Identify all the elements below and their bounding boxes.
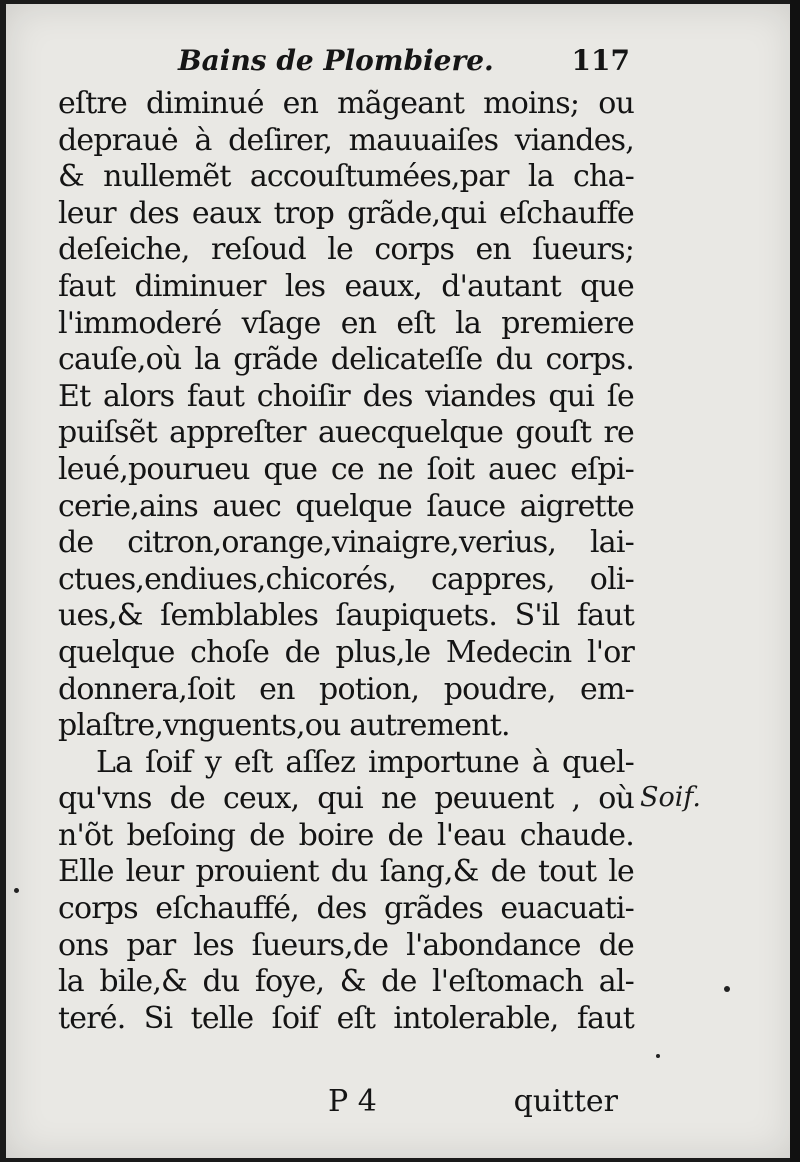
text-line: qu'vns de ceux, qui ne peuuent , où bbox=[58, 781, 634, 817]
text-line: cauſe,où la grãde delicateſſe du corps. bbox=[58, 342, 634, 378]
page-footer bbox=[328, 1084, 618, 1124]
signature-mark: P 4 bbox=[328, 1084, 377, 1119]
marginal-note: Soif. bbox=[640, 782, 702, 813]
text-line: deprauė à deſirer, mauuaiſes viandes, bbox=[58, 122, 634, 158]
text-line: leué,pourueu que ce ne ſoit auec eſpi- bbox=[58, 451, 634, 487]
catchword: quitter bbox=[513, 1084, 618, 1119]
page-edge-shadow bbox=[790, 0, 800, 1162]
text-line: n'õt beſoing de boire de l'eau chaude. bbox=[58, 817, 634, 853]
book-page bbox=[6, 4, 794, 1158]
paragraph-2 bbox=[58, 745, 634, 1038]
text-line: & nullemẽt accouſtumées,par la cha- bbox=[58, 159, 634, 195]
text-line: eſtre diminué en mãgeant moins; ou bbox=[58, 86, 634, 121]
text-line: leur des eaux trop grãde,qui eſchauffe bbox=[58, 195, 634, 231]
text-line: de citron,orange,vinaigre,verius, lai- bbox=[58, 525, 634, 561]
text-line: teré. Si telle ſoif eſt intolerable, faut bbox=[58, 1000, 634, 1036]
text-line: ctues,endiues,chicorés, cappres, oli- bbox=[58, 561, 634, 597]
text-line: Elle leur prouient du ſang,& de tout le bbox=[58, 854, 634, 890]
text-line: la bile,& du foye, & de l'eſtomach al- bbox=[58, 964, 634, 1000]
text-line: donnera,ſoit en potion, poudre, em- bbox=[58, 671, 634, 707]
body-text bbox=[58, 86, 634, 1037]
ink-speck bbox=[724, 986, 730, 992]
running-title: Bains de Plombiere. bbox=[178, 44, 494, 77]
ink-speck bbox=[14, 888, 19, 893]
text-line: cerie,ains auec quelque ſauce aigrette bbox=[58, 488, 634, 524]
text-line: corps eſchauffé, des grãdes euacuati- bbox=[58, 891, 634, 927]
text-line: plaſtre,vnguents,ou autrement. bbox=[58, 708, 510, 744]
text-line: quelque choſe de plus,le Medecin l'or bbox=[58, 634, 634, 670]
text-line: ues,& ſemblables ſaupiquets. S'il faut bbox=[58, 598, 634, 634]
text-line: l'immoderé vſage en eſt la premiere bbox=[58, 305, 634, 341]
text-line: La ſoif y eſt aſſez importune à quel- bbox=[96, 744, 634, 780]
text-line: Et alors faut choiſir des viandes qui ſe bbox=[58, 378, 634, 414]
paragraph-1 bbox=[58, 86, 634, 745]
text-line: faut diminuer les eaux, d'autant que bbox=[58, 268, 634, 304]
text-line: puiſsẽt appreſter auecquelque gouſt re bbox=[58, 415, 634, 451]
page-number: 117 bbox=[571, 44, 630, 77]
page-header bbox=[178, 44, 638, 84]
ink-speck bbox=[656, 1054, 660, 1058]
text-line: deſeiche, reſoud le corps en ſueurs; bbox=[58, 232, 634, 268]
text-line: ons par les ſueurs,de l'abondance de bbox=[58, 927, 634, 963]
